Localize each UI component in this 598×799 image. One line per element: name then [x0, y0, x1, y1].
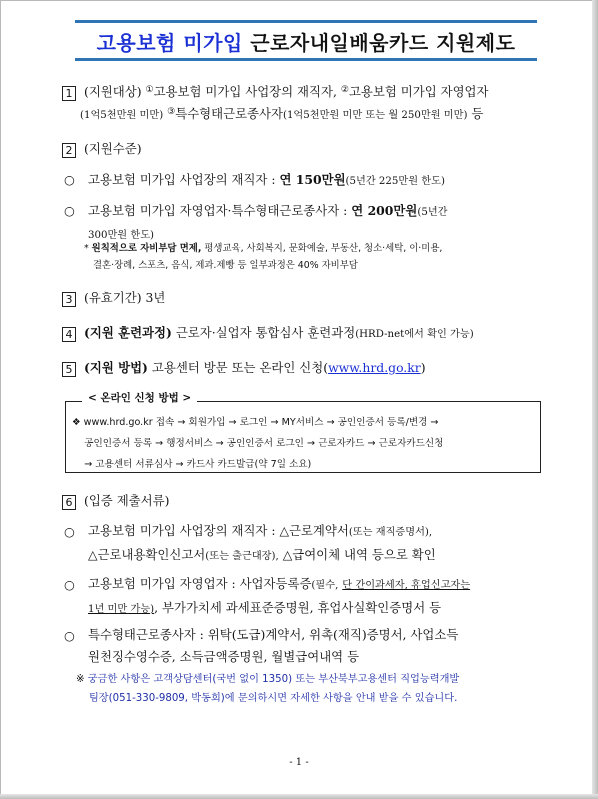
target-3-limit: (1억5천만원 미만 또는 월 250만원 미만) [282, 110, 468, 121]
docs-note-underlined: 단 간이과세자, 휴업신고자는 [342, 580, 471, 591]
docs-text: , 부가가치세 과세표준증명원, 휴업사실확인증명서 등 [154, 600, 442, 615]
courses-note: (HRD-net에서 확인 가능) [355, 329, 474, 340]
docs-text: 고용보험 미가입 사업장의 재직자 : △근로계약서 [88, 523, 349, 538]
bullet-icon: ○ [64, 203, 75, 218]
title-rule-bottom [75, 58, 537, 61]
section-number: 1 [62, 86, 76, 101]
section-heading: (입증 제출서류) [84, 493, 170, 508]
section-number: 4 [62, 327, 76, 342]
target-2: 고용보험 미가입 자영업자 [348, 84, 489, 99]
support-limit: (5년간 225만원 한도) [345, 176, 445, 187]
section-heading: (지원대상) [84, 84, 142, 99]
docs-note: (또는 출근대장), [205, 551, 279, 562]
footnote-line2: 팀장(051-330-9809, 박동희)에 문의하시면 자세한 사항을 안내 받을 수 있습니다. [88, 693, 458, 704]
asterisk-icon: * [84, 243, 89, 254]
online-step-line3: → 고용센터 서류심사 → 카드사 카드발급(약 7일 소요) [84, 459, 312, 470]
docs-text: 고용보험 미가입 자영업자 : 사업자등록증 [88, 576, 312, 591]
section-number: 5 [62, 362, 76, 377]
online-step-line1: www.hrd.go.kr 접속 → 회원가입 → 로그인 → MY서비스 → 공인인증서 등록/변경 → [83, 417, 439, 428]
footnote-line1: 궁금한 사항은 고객상담센터(국번 없이 1350) 또는 부산북부고용센터 직업능력개발 [87, 674, 460, 685]
circled-three: ③ [167, 107, 176, 117]
window-edge-bottom [0, 794, 598, 799]
target-2-limit: (1억5천만원 미만) [80, 110, 164, 121]
title-highlight: 고용보험 미가입 [96, 31, 243, 55]
support-employee [88, 169, 548, 192]
section-apply-method [62, 357, 542, 378]
section-number: 6 [62, 495, 76, 510]
section-target [62, 80, 542, 102]
diamond-icon: ❖ [72, 417, 81, 428]
section-heading: (유효기간) [84, 290, 142, 305]
window-edge-right [592, 0, 598, 799]
docs-text: 특수형태근로종사자 : 위탁(도급)계약서, 위촉(재직)증명서, 사업소득 [88, 627, 459, 642]
target-3: 특수형태근로종사자 [175, 106, 283, 121]
section-heading: (지원 훈련과정) [84, 325, 172, 340]
support-limit-cont: 300만원 한도) [88, 230, 155, 241]
apply-close: ) [420, 360, 426, 375]
support-amount: 연 200만원 [351, 203, 418, 218]
bullet-icon: ○ [64, 628, 75, 643]
docs-employee [88, 520, 548, 568]
support-label: 고용보험 미가입 자영업자·특수형태근로종사자 : [88, 203, 348, 218]
validity-value: 3년 [145, 290, 166, 305]
support-label: 고용보험 미가입 사업장의 재직자 : [88, 172, 276, 187]
copay-note-bold: 원칙적으로 자비부담 면제, [91, 243, 202, 254]
reference-mark-icon: ※ [76, 674, 85, 685]
support-amount: 연 150만원 [279, 172, 346, 187]
section-heading: (지원 방법) [84, 360, 148, 375]
docs-text: △급여이체 내역 등으로 확인 [282, 547, 436, 562]
title-rest: 근로자내일배움카드 지원제도 [250, 31, 516, 55]
section-validity [62, 287, 542, 308]
copay-note-line1: 평생교육, 사회복지, 문화예술, 부동산, 청소·세탁, 이·미용, [204, 243, 443, 254]
support-limit: (5년간 [417, 207, 448, 218]
page-number: - 1 - [289, 757, 309, 768]
circled-one: ① [145, 85, 154, 95]
apply-text: 고용센터 방문 또는 온라인 신청( [151, 360, 329, 375]
section-heading: (지원수준) [84, 141, 142, 156]
online-step-line2: 공인인증서 등록 → 행정서비스 → 공인인증서 로그인 → 근로자카드 → 근로자카드신청 [84, 438, 444, 449]
docs-special [88, 624, 548, 668]
courses-text: 근로자·실업자 통합심사 훈련과정 [175, 325, 356, 340]
page-title [75, 27, 537, 56]
bullet-icon: ○ [64, 577, 75, 592]
section-support-level [62, 138, 542, 159]
bullet-icon: ○ [64, 524, 75, 539]
docs-text: 원천징수영수증, 소득금액증명원, 월별급여내역 등 [88, 649, 360, 664]
copay-note [84, 240, 546, 274]
online-method-steps [72, 412, 536, 475]
hrd-link[interactable]: www.hrd.go.kr [328, 360, 421, 375]
section-documents [62, 490, 542, 511]
docs-selfemployed [88, 573, 548, 621]
circled-two: ② [340, 85, 349, 95]
docs-note: (또는 재직증명서), [348, 527, 433, 538]
online-method-heading: < 온라인 신청 방법 > [82, 390, 197, 405]
docs-text: △근로내용확인신고서 [88, 547, 206, 562]
etc-text: 등 [471, 106, 484, 121]
section-number: 3 [62, 292, 76, 307]
copay-note-line2: 결혼·장례, 스포츠, 음식, 제과.제빵 등 일부과정은 40% 자비부담 [92, 260, 358, 271]
docs-note-underlined: 1년 미만 가능) [88, 604, 155, 615]
contact-footnote [76, 670, 546, 708]
docs-note: (필수, [311, 580, 339, 591]
section-target-line2 [80, 102, 560, 126]
section-number: 2 [62, 143, 76, 158]
section-courses [62, 322, 542, 345]
target-1: 고용보험 미가입 사업장의 재직자, [153, 84, 337, 99]
bullet-icon: ○ [64, 172, 75, 187]
title-rule-top [75, 20, 537, 23]
